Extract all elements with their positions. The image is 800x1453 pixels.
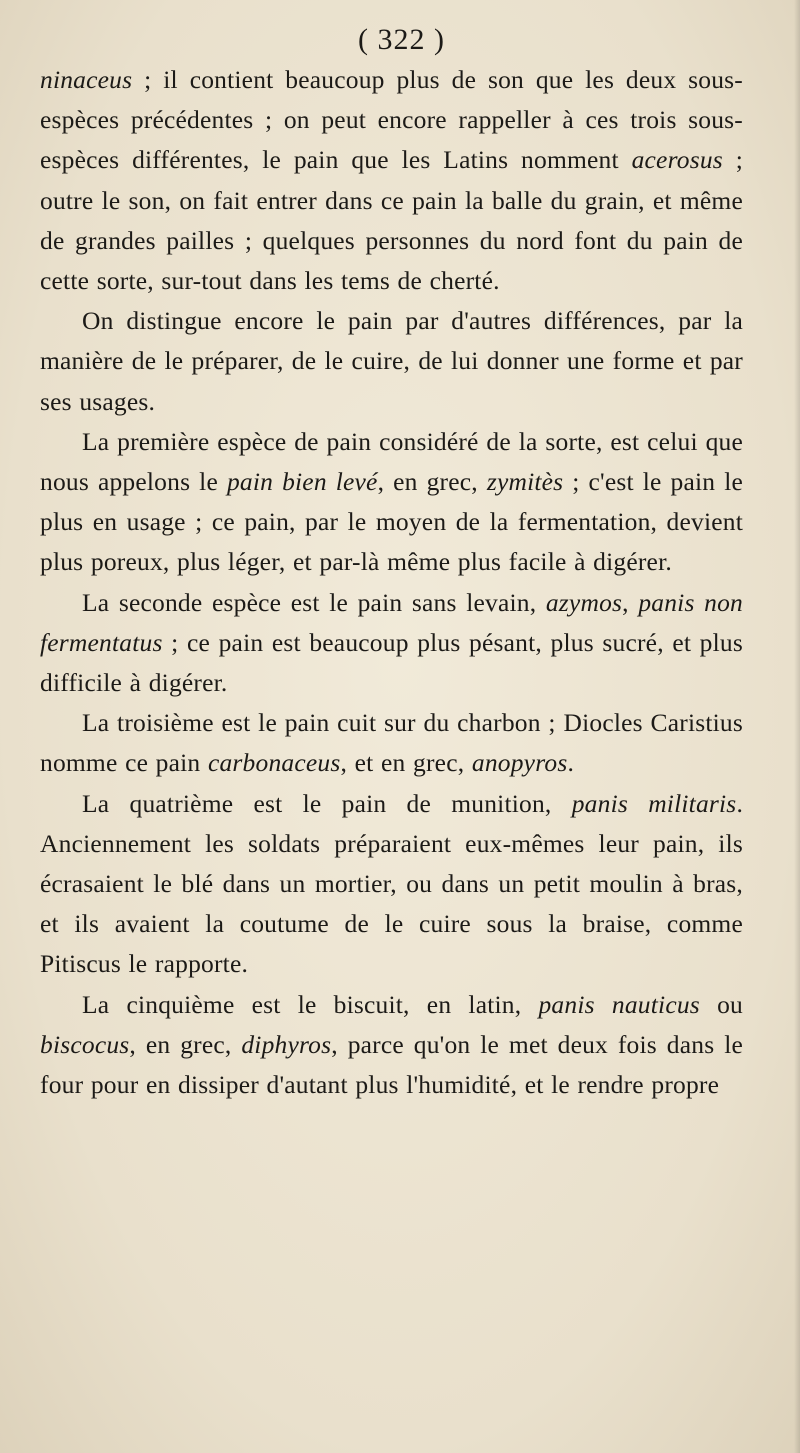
text-run: , en grec, <box>377 467 487 497</box>
italic-term: pain bien levé <box>226 467 378 497</box>
paragraph-continued <box>40 60 743 301</box>
italic-term: panis militaris <box>571 788 737 818</box>
text-run: ou <box>699 989 743 1019</box>
paragraph-unleavened-bread <box>40 583 743 704</box>
paragraph-military-bread <box>40 784 743 985</box>
text-run: La quatrième est le pain de munition, <box>82 788 572 818</box>
text-run: ; outre le son, on fait entrer dans ce pain la balle du grain, et même de grandes pailles ; quelques personnes du nord font du pain de cette sorte, sur-tout dans les tems de cherté. <box>40 145 743 296</box>
italic-term: zymitès <box>486 467 564 497</box>
body-text <box>40 60 743 1105</box>
italic-term: panis nauticus <box>538 989 700 1019</box>
text-run: . Anciennement les soldats préparaient eux-mêmes leur pain, ils écrasaient le blé dans un mortier, ou dans un petit moulin à bras, et ils avaient la coutume de le cuire sous la braise, comme Pitiscus le rapporte. <box>40 788 744 979</box>
italic-term: biscocus <box>40 1029 130 1059</box>
text-run: ; il contient beaucoup plus de son que les deux sous-espèces précédentes ; on peut encore rappeller à ces trois sous-espèces différentes, le pain que les Latins nomment <box>40 65 743 175</box>
text-run: La première espèce de pain considéré de la sorte, est celui que nous appelons le <box>40 426 743 497</box>
page-edge-shadow <box>794 0 800 1453</box>
text-run: , et en grec, <box>340 748 472 778</box>
text-run: , parce qu'on le met deux fois dans le four pour en dissiper d'autant plus l'humidité, et le rendre propre <box>40 1029 743 1100</box>
paragraph-leavened-bread <box>40 422 743 583</box>
text-run: ; ce pain est beaucoup plus pésant, plus sucré, et plus difficile à digérer. <box>40 627 743 698</box>
paragraph-charcoal-bread <box>40 703 743 783</box>
italic-term: carbonaceus <box>207 748 341 778</box>
italic-term: azymos <box>545 587 623 617</box>
text-run: , en grec, <box>129 1029 242 1059</box>
italic-term: acerosus <box>631 145 723 175</box>
italic-term: ninaceus <box>40 65 133 94</box>
text-run: La troisième est le pain cuit sur du charbon ; Diocles Caristius nomme ce pain <box>40 708 743 778</box>
paragraph-differences <box>40 301 743 422</box>
italic-term: panis non fermentatus <box>40 587 744 657</box>
page-number: ( 322 ) <box>358 23 445 56</box>
text-run: . <box>567 748 575 778</box>
paragraph-biscuit <box>40 985 743 1106</box>
text-run: , <box>622 587 639 617</box>
text-run: La cinquième est le biscuit, en latin, <box>82 989 539 1019</box>
text-run: On distingue encore le pain par d'autres différences, par la manière de le préparer, de le cuire, de lui donner une forme et par ses usages. <box>40 306 743 416</box>
italic-term: anopyros <box>471 748 568 778</box>
text-run: La seconde espèce est le pain sans levain, <box>82 587 546 617</box>
text-run: ; c'est le pain le plus en usage ; ce pain, par le moyen de la fermentation, devient plus poreux, plus léger, et par-là même plus facile à digérer. <box>40 467 744 577</box>
book-page <box>40 20 743 1105</box>
italic-term: diphyros <box>241 1029 332 1059</box>
